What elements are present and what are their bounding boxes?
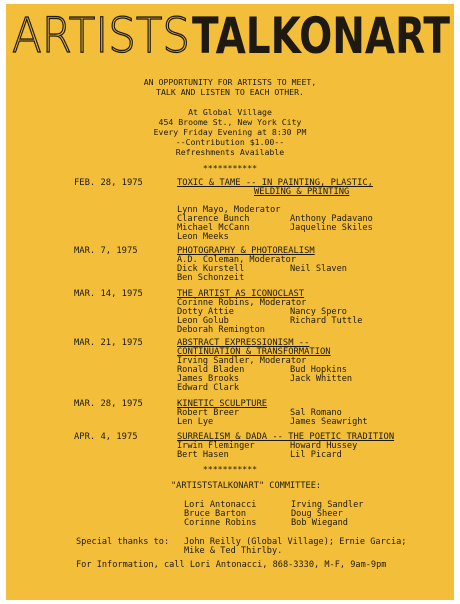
- flyer-page: [6, 4, 454, 600]
- venue-line-3: Every Friday Evening at 8:30 PM: [153, 127, 307, 137]
- panelist: Edward Clark: [177, 383, 240, 393]
- event-title: PHOTOGRAPHY & PHOTOREALISM: [177, 246, 315, 256]
- event-title: SURREALISM & DADA -- THE POETIC TRADITION: [177, 432, 395, 442]
- event-date: APR. 4, 1975: [74, 432, 138, 442]
- event-title: CONTINUATION & TRANSFORMATION: [177, 347, 331, 357]
- event-date: MAR. 7, 1975: [74, 246, 138, 256]
- panelist: Richard Tuttle: [290, 316, 363, 326]
- panelist: Robert Breer: [177, 408, 240, 418]
- panelist: Leon Meeks: [177, 232, 229, 242]
- panelist: Michael McCann: [177, 223, 250, 233]
- panelist: Ronald Bladen: [177, 365, 245, 375]
- panelist: Dotty Attie: [177, 307, 234, 317]
- intro-line-2: TALK AND LISTEN TO EACH OTHER.: [156, 87, 304, 97]
- committee-member: Doug Sheer: [291, 509, 343, 519]
- thanks-label: Special thanks to:: [76, 537, 170, 547]
- panelist: Len Lye: [177, 417, 214, 427]
- panelist: Clarence Bunch: [177, 214, 250, 224]
- event-title: WELDING & PRINTING: [254, 187, 350, 197]
- moderator: A.D. Coleman, Moderator: [177, 255, 296, 265]
- committee-member: Lori Antonacci: [184, 500, 257, 510]
- venue-line-2: 454 Broome St., New York City: [158, 117, 302, 127]
- intro-line-1: AN OPPORTUNITY FOR ARTISTS TO MEET,: [143, 77, 317, 87]
- contact-info: For Information, call Lori Antonacci, 868-3330, M-F, 9am-9pm: [76, 560, 387, 570]
- event-date: MAR. 14, 1975: [74, 289, 143, 299]
- event-title: ABSTRACT EXPRESSIONISM --: [177, 338, 310, 348]
- committee-member: Irving Sandler: [291, 500, 364, 510]
- event-date: FEB. 28, 1975: [74, 178, 143, 188]
- thanks-line: John Reilly (Global Village); Ernie Garcia;: [184, 537, 407, 547]
- panelist: Sal Romano: [290, 408, 342, 418]
- committee-member: Bruce Barton: [184, 509, 247, 519]
- thanks-line: Mike & Ted Thirlby.: [184, 546, 283, 556]
- panelist: Bud Hopkins: [290, 365, 347, 375]
- divider-bottom: ***********: [202, 464, 258, 474]
- panelist: Neil Slaven: [290, 264, 347, 274]
- panelist: Lil Picard: [290, 450, 342, 460]
- venue-line-4: --Contribution $1.00--: [175, 137, 285, 147]
- event-date: MAR. 28, 1975: [74, 399, 143, 409]
- event-title: THE ARTIST AS ICONOCLAST: [177, 289, 305, 299]
- title-thin: ARTISTS: [12, 12, 190, 58]
- panelist: Deborah Remington: [177, 325, 265, 335]
- panelist: Jaqueline Skiles: [290, 223, 373, 233]
- title-bold: TALKONART: [192, 12, 450, 58]
- event-title: TOXIC & TAME -- IN PAINTING, PLASTIC,: [177, 178, 373, 188]
- panelist: Jack Whitten: [290, 374, 353, 384]
- panelist: Anthony Padavano: [290, 214, 373, 224]
- moderator: Corinne Robins, Moderator: [177, 298, 307, 308]
- venue-line-1: At Global Village: [188, 107, 272, 117]
- committee-member: Bob Wiegand: [291, 518, 348, 528]
- title-banner: [12, 12, 452, 58]
- panelist: Bert Hasen: [177, 450, 229, 460]
- event-title: KINETIC SCULPTURE: [177, 399, 268, 409]
- venue-line-5: Refreshments Available: [175, 147, 285, 157]
- event-date: MAR. 21, 1975: [74, 338, 143, 348]
- moderator: Lynn Mayo, Moderator: [177, 205, 281, 215]
- panelist: Leon Golub: [177, 316, 229, 326]
- divider-top: ***********: [202, 163, 258, 173]
- panelist: James Seawright: [290, 417, 368, 427]
- panelist: James Brooks: [177, 374, 240, 384]
- committee-member: Corinne Robins: [184, 518, 257, 528]
- panelist: Irwin Fleminger: [177, 441, 255, 451]
- panelist: Ben Schonzeit: [177, 273, 245, 283]
- panelist: Nancy Spero: [290, 307, 347, 317]
- panelist: Howard Hussey: [290, 441, 358, 451]
- committee-heading: "ARTISTSTALKONART" COMMITTEE:: [171, 481, 322, 491]
- moderator: Irving Sandler, Moderator: [177, 356, 307, 366]
- panelist: Dick Kurstell: [177, 264, 245, 274]
